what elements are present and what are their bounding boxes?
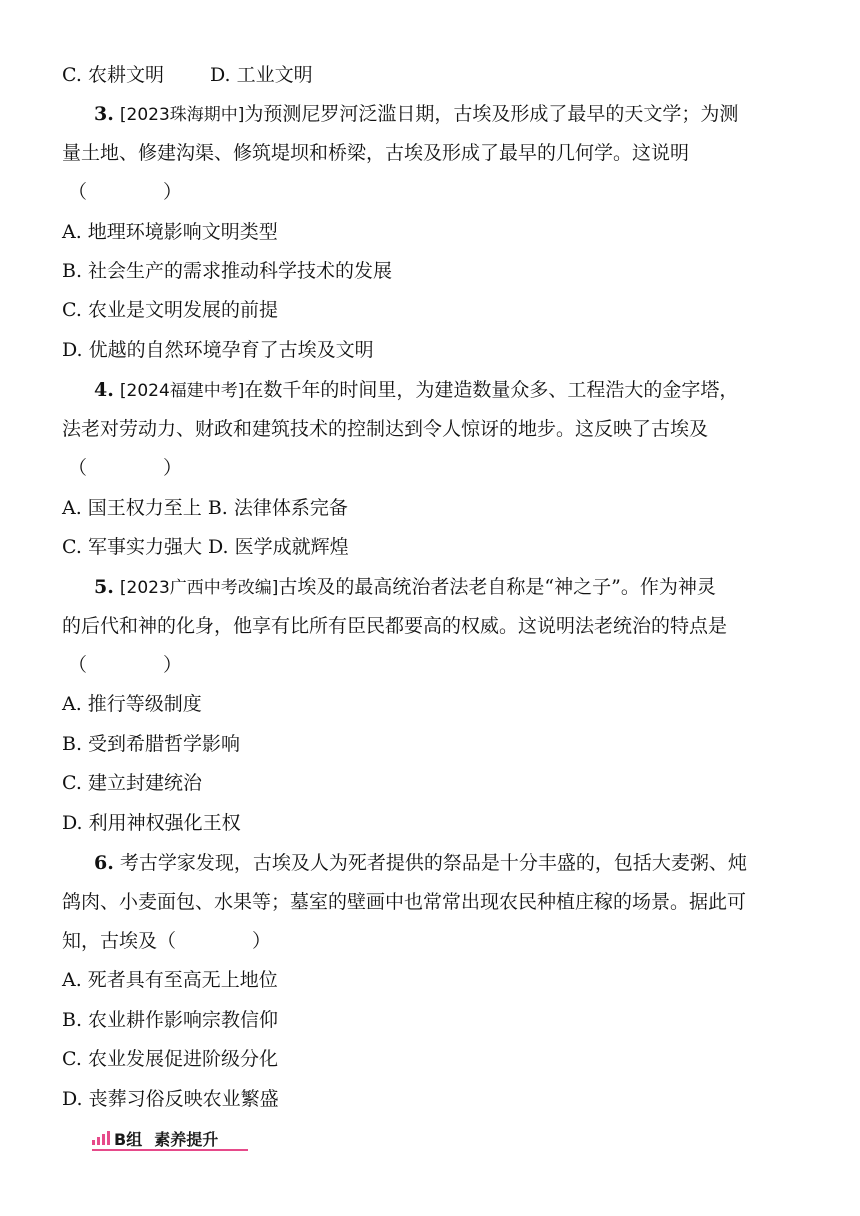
bar-chart-icon	[92, 1131, 110, 1145]
question-source: [2023广西中考改编]	[119, 578, 279, 598]
section-code: B组	[114, 1129, 143, 1149]
question-text: 在数千年的时间里，为建造数量众多、工程浩大的金字塔，	[244, 379, 739, 401]
answer-paren: （ ）	[68, 181, 183, 203]
option-c: C. 农耕文明	[62, 64, 164, 86]
option-d: D. 利用神权强化王权	[62, 812, 241, 834]
question-3-line-2: 量土地、修建沟渠、修筑堤坝和桥梁，古埃及形成了最早的几何学。这说明	[62, 142, 690, 164]
top-options-row	[62, 63, 313, 87]
question-6-line-3: 知，古埃及（ ）	[62, 930, 272, 952]
question-text: 考古学家发现，古埃及人为死者提供的祭品是十分丰盛的，包括大麦粥、炖	[119, 852, 747, 874]
option-c: C. 农业发展促进阶级分化	[62, 1048, 278, 1070]
question-5-line-2: 的后代和神的化身，他享有比所有臣民都要高的权威。这说明法老统治的特点是	[62, 615, 728, 637]
option-a: A. 地理环境影响文明类型	[62, 221, 278, 243]
option-b: B. 受到希腊哲学影响	[62, 733, 241, 755]
option-b: B. 社会生产的需求推动科学技术的发展	[62, 260, 393, 282]
section-title: 素养提升	[154, 1129, 219, 1149]
question-source: [2023珠海期中]	[119, 105, 245, 125]
options-row-cd: C. 军事实力强大 D. 医学成就辉煌	[62, 536, 349, 558]
option-c: C. 建立封建统治	[62, 772, 202, 794]
question-text: 古埃及的最高统治者法老自称是“神之子”。作为神灵	[278, 576, 716, 598]
options-row-ab: A. 国王权力至上 B. 法律体系完备	[62, 497, 348, 519]
option-a: A. 推行等级制度	[62, 693, 202, 715]
question-number: 6.	[94, 852, 114, 874]
option-a: A. 死者具有至高无上地位	[62, 969, 278, 991]
answer-paren: （ ）	[68, 457, 183, 479]
option-d: D. 优越的自然环境孕育了古埃及文明	[62, 339, 374, 361]
question-text: 为预测尼罗河泛滥日期，古埃及形成了最早的天文学；为测	[244, 103, 739, 125]
option-c: C. 农业是文明发展的前提	[62, 299, 278, 321]
question-6-line-2: 鸽肉、小麦面包、水果等；墓室的壁画中也常常出现农民种植庄稼的场景。据此可	[62, 891, 747, 913]
section-header	[92, 1126, 218, 1150]
option-d: D. 丧葬习俗反映农业繁盛	[62, 1088, 279, 1110]
question-number: 4.	[94, 379, 114, 401]
question-source: [2024福建中考]	[119, 381, 245, 401]
section-underline	[92, 1149, 248, 1151]
question-6-line-1	[94, 851, 747, 875]
option-d: D. 工业文明	[209, 64, 313, 86]
question-3-line-1	[94, 102, 738, 127]
answer-paren: （ ）	[68, 654, 183, 676]
question-number: 5.	[94, 576, 114, 598]
question-number: 3.	[94, 103, 114, 125]
question-4-line-1	[94, 378, 738, 403]
question-4-line-2: 法老对劳动力、财政和建筑技术的控制达到令人惊讶的地步。这反映了古埃及	[62, 418, 709, 440]
option-b: B. 农业耕作影响宗教信仰	[62, 1009, 279, 1031]
question-5-line-1	[94, 575, 716, 600]
